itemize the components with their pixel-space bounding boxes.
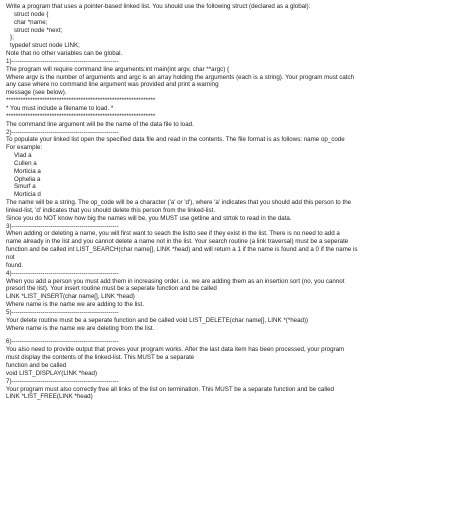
text-line: You also need to provide output that proves your program works. After the last data item has been processed, your program	[6, 346, 345, 354]
text-line: void LIST_DISPLAY(LINK *head)	[6, 369, 98, 377]
text-line: For example:	[6, 144, 43, 152]
text-line: The name will be a string. The op_code will be a character ('a' or 'd'), where 'a' indicates that you should add this person to the	[6, 199, 352, 207]
text-line: presort the list). Your insert routine must be a seperate function and be called	[6, 285, 217, 293]
text-line: any case where no command line argument was provided and print a warning	[6, 81, 219, 89]
text-line: Vlad a	[14, 152, 32, 160]
text-line: function and be called	[6, 361, 67, 369]
text-line: found.	[6, 261, 24, 269]
text-line: When you add a person you must add them in increasing order. i.e. we are adding them as an insertion sort (no, you cannot	[6, 277, 345, 285]
text-line: name already in the list and you cannot delete a name not in the list. Your search routine (a link traversal) must be a seperate	[6, 238, 349, 246]
text-line: Note that no other variables can be global.	[6, 50, 123, 58]
text-line: must display the contents of the linked-list. This MUST be a separate	[6, 354, 195, 362]
text-line: Where name is the name we are deleting from the list.	[6, 324, 155, 332]
text-line: When adding or deleting a name, you will first want to seach the listto see if they exist in the list. There is no need to add a	[6, 230, 340, 238]
text-line: };	[10, 34, 14, 42]
text-line: 3)----------------------------------------------------	[6, 222, 119, 230]
text-line: LINK *LIST_INSERT(char name[], LINK *head)	[6, 293, 135, 301]
text-line: LINK *LIST_FREE(LINK *head)	[6, 393, 93, 401]
text-line: 4)----------------------------------------------------	[6, 269, 119, 277]
text-line: char *name;	[14, 18, 48, 26]
text-line: Morticia a	[14, 167, 41, 175]
text-line: linked-list, 'd' indicates that you should delete this person from the linked-list.	[6, 206, 216, 214]
text-line: not	[6, 254, 15, 261]
text-line: 6)----------------------------------------------------	[6, 338, 119, 346]
text-line: Cullen a	[14, 159, 37, 167]
text-line: Your delete routine must be a seperate function and be called void LIST_DELETE(char name[], LINK *(*head))	[6, 316, 309, 324]
text-line: struct node {	[14, 10, 49, 18]
text-line: The command line argument will be the name of the data file to load.	[6, 120, 194, 128]
text-line: The program will require command line arguments:int main(int argv, char **argc) {	[6, 65, 230, 73]
text-line: 5)----------------------------------------------------	[6, 308, 119, 316]
text-line: **************************************************************	[6, 112, 156, 120]
text-line: Write a program that uses a pointer-based linked list. You should use the following struct (declared as a global):	[6, 3, 311, 10]
text-line: Morticia d	[14, 191, 41, 199]
text-line: function and be called int LIST_SEARCH(char name[], LINK *head) and will return a 1 if the name is found and a 0 if the name is	[6, 246, 358, 254]
text-line: Where name is the name we are adding to the list.	[6, 301, 144, 309]
text-line: Where argv is the number of arguments and argc is an array holding the arguments (each is a string). Your program must catch	[6, 73, 355, 81]
text-line: message (see below).	[6, 89, 67, 97]
text-line: Ophelia a	[14, 175, 41, 183]
text-line: Since you do NOT know how big the names will be, you MUST use getline and strtok to read in the data.	[6, 214, 292, 222]
text-line: 2)----------------------------------------------------	[6, 128, 119, 136]
text-line: Smurf a	[14, 183, 36, 191]
text-line: typedef struct node LINK;	[10, 42, 80, 50]
text-line: To populate your linked list open the specified data file and read in the contents. The file format is as follows: name op_code	[6, 136, 345, 144]
text-line: **************************************************************	[6, 97, 156, 105]
text-line: 7)----------------------------------------------------	[6, 377, 119, 385]
text-line: struct node *next;	[14, 26, 63, 34]
text-line: Your program must also correctly free all links of the list on termination. This MUST be a separate function and be called	[6, 385, 334, 393]
text-line: 1)----------------------------------------------------	[6, 57, 119, 65]
text-line: * You must include a filename to load. *	[6, 104, 114, 112]
